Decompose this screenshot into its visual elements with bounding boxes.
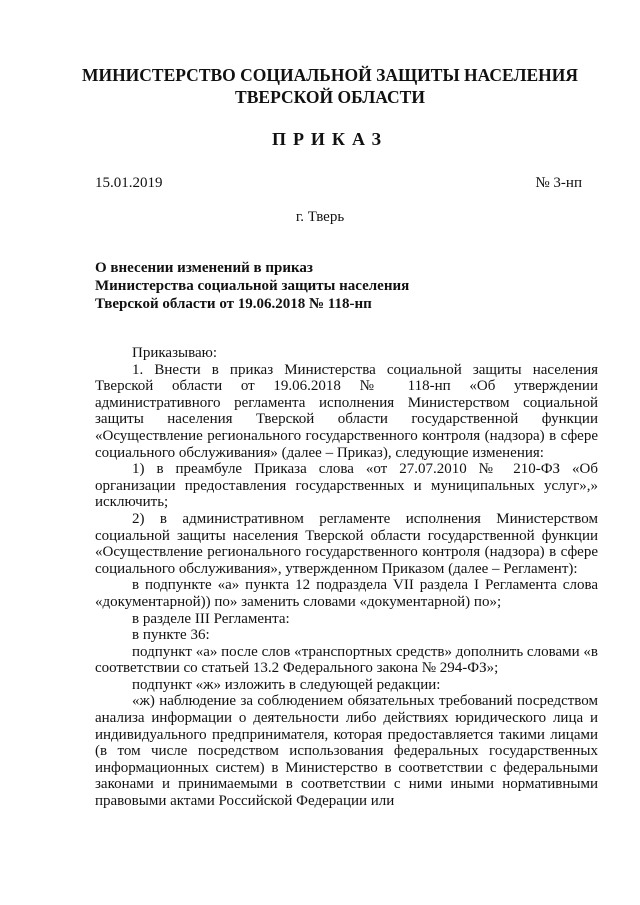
document-date: 15.01.2019 — [95, 175, 163, 191]
document-type: ПРИКАЗ — [271, 129, 389, 149]
paragraph-subpoint-a-12: в подпункте «а» пункта 12 подраздела VII раздела I Регламента слова «документарной)) по» заменить словами «документарной) по»; — [95, 577, 598, 610]
document-number: № 3-нп — [535, 175, 582, 191]
document-city: г. Тверь — [295, 209, 345, 225]
paragraph-1-2: 2) в административном регламенте исполнения Министерством социальной защиты населения Тверской области государственной функции «Осуществление регионального государственного контроля (надзора) в сфере социального обслуживания», утвержденном Приказом (далее – Регламент): — [95, 510, 598, 577]
paragraph-1: 1. Внести в приказ Министерства социальной защиты населения Тверской области от 19.06.2018 № 118-нп «Об утверждении административного регламента исполнения Министерством социальной защиты населения Тверской области государственной функции «Осуществление регионального государственного контроля (надзора) в сфере социального обслуживания» (далее – Приказ), следующие изменения: — [95, 361, 598, 461]
paragraph-section-3: в разделе III Регламента: — [132, 610, 290, 627]
paragraph-1-1: 1) в преамбуле Приказа слова «от 27.07.2010 № 210-ФЗ «Об организации предоставления государственных и муниципальных услуг»,» исключить; — [95, 461, 598, 511]
ministry-title — [60, 64, 600, 108]
subject-line1: О внесении изменений в приказ — [95, 260, 313, 276]
paragraph-point-36: в пункте 36: — [132, 627, 210, 644]
document-subject — [95, 259, 495, 313]
paragraph-subpoint-zh: подпункт «ж» изложить в следующей редакции: — [132, 676, 441, 693]
subject-line3: Тверской области от 19.06.2018 № 118-нп — [95, 296, 372, 312]
paragraph-subpoint-a: подпункт «а» после слов «транспортных средств» дополнить словами «в соответствии со статьей 13.2 Федерального закона № 294-ФЗ»; — [95, 643, 598, 677]
ministry-title-line1: МИНИСТЕРСТВО СОЦИАЛЬНОЙ ЗАЩИТЫ НАСЕЛЕНИЯ — [81, 65, 579, 85]
ministry-title-line2: ТВЕРСКОЙ ОБЛАСТИ — [235, 87, 425, 107]
paragraph-zh-text: «ж) наблюдение за соблюдением обязательных требований посредством анализа информации о деятельности либо действиях юридического лица и индивидуального предпринимателя, которая предоставляется такими лицами (в том числе посредством использования федеральных государственных информационных систем) в Министерство в соответствии с федеральными законами и принимаемыми в соответствии с ними иными нормативными правовыми актами Российской Федерации или — [95, 693, 598, 810]
subject-line2: Министерства социальной защиты населения — [95, 278, 410, 294]
paragraph-order-word: Приказываю: — [132, 345, 217, 361]
document-body — [95, 345, 598, 810]
